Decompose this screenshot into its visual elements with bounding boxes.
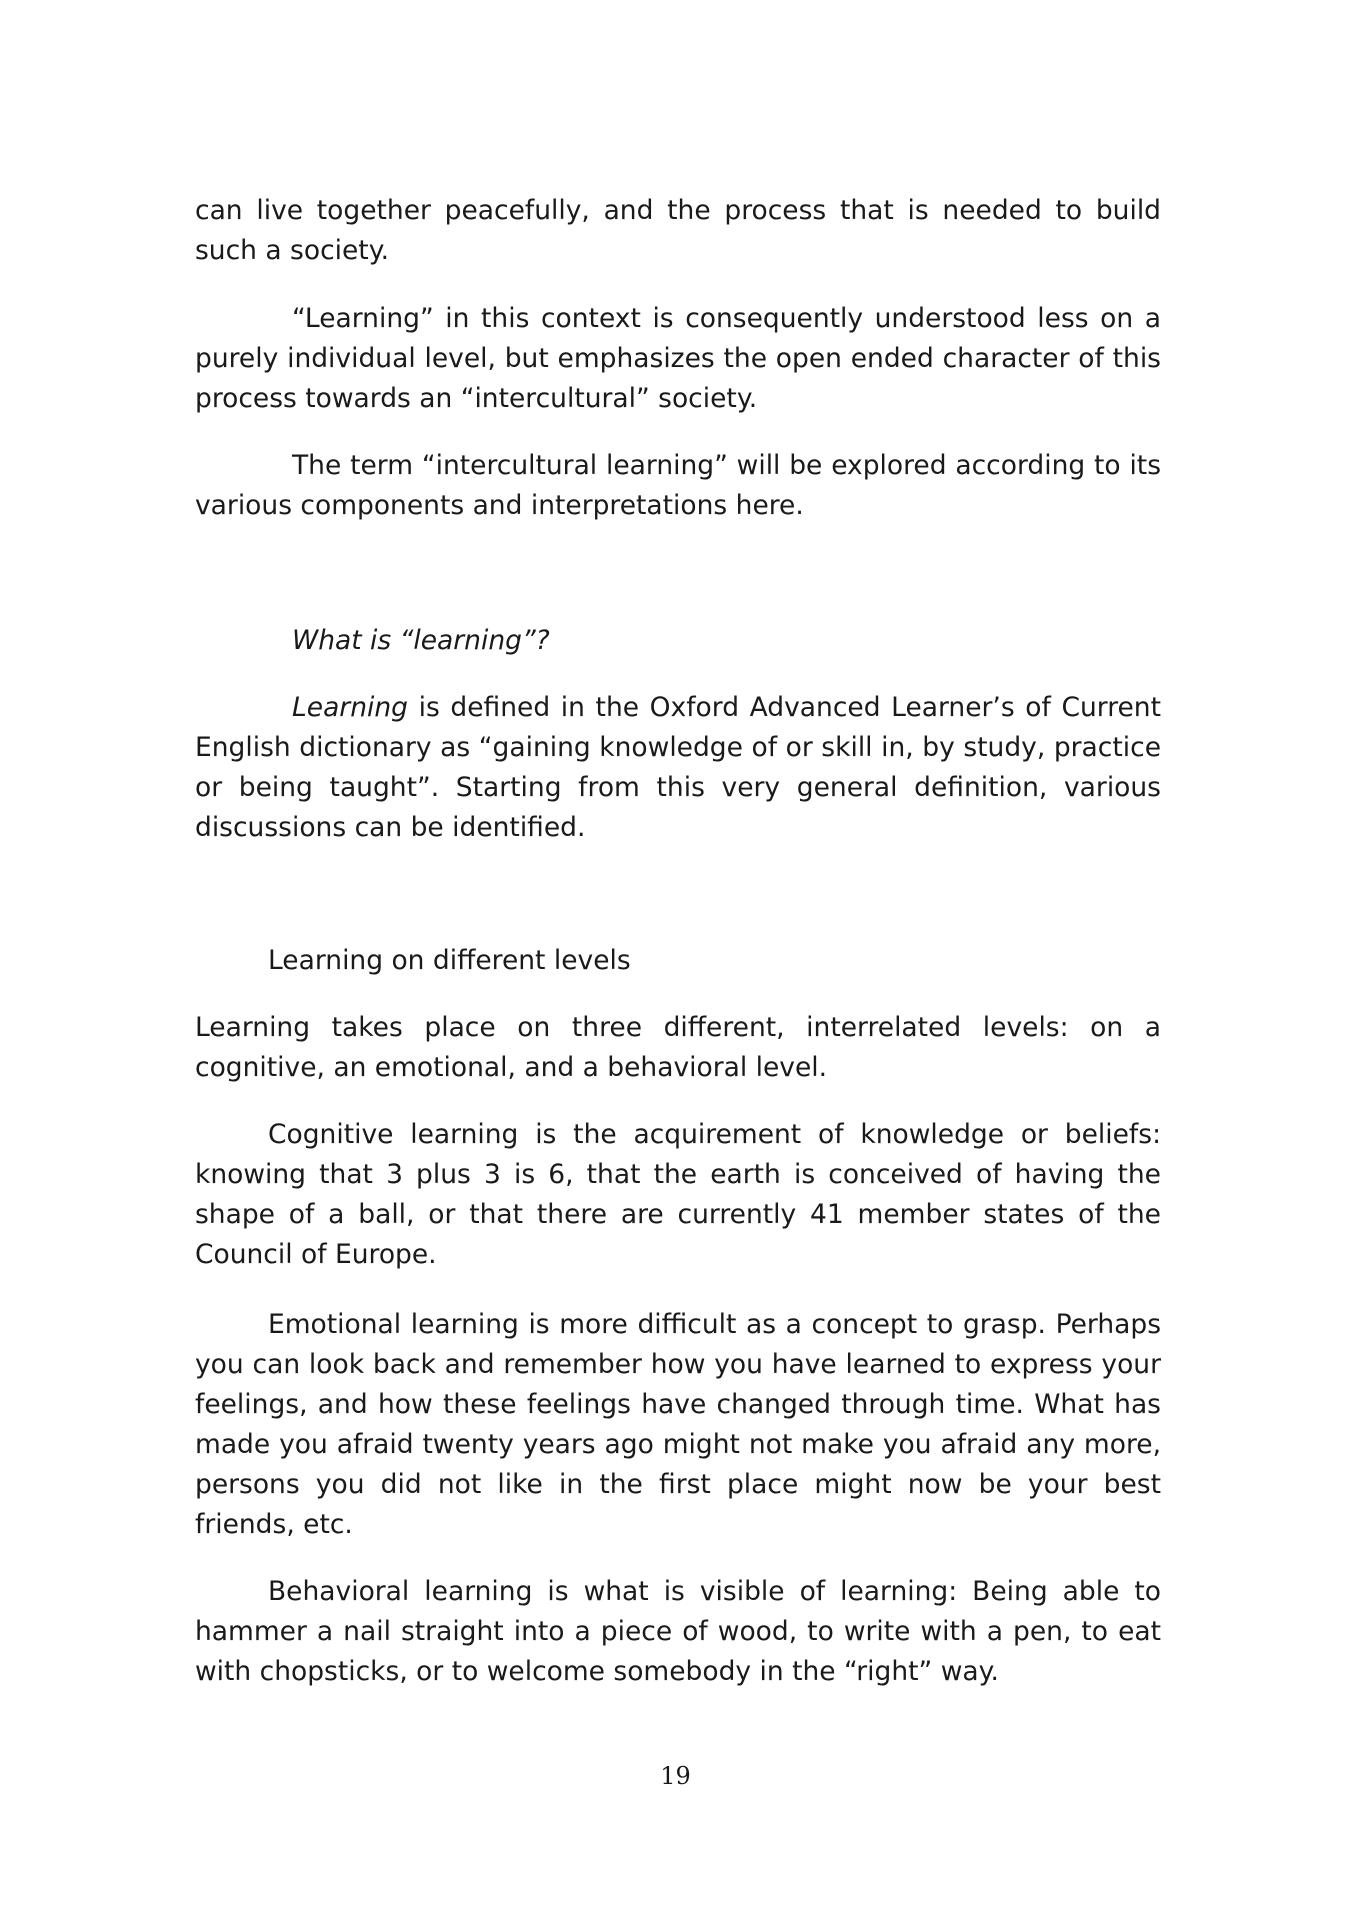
page-number: 19 xyxy=(660,1762,691,1790)
paragraph-term-intercultural: The term “intercultural learning” will be explored according to its various components and interpretations here. xyxy=(195,450,1161,521)
paragraph-three-levels: Learning takes place on three different, interrelated levels: on a cognitive, an emotional, and a behavioral level. xyxy=(195,1012,1161,1083)
paragraph-society: can live together peacefully, and the process that is needed to build such a society. xyxy=(195,195,1161,266)
heading-what-is-learning: What is “learning”? xyxy=(292,625,550,656)
term-learning: Learning xyxy=(292,692,408,723)
heading-learning-levels: Learning on different levels xyxy=(268,945,631,976)
paragraph-behavioral-learning: Behavioral learning is what is visible of learning: Being able to hammer a nail straight into a piece of wood, to write with a pen, to eat with chopsticks, or to welcome somebody in the “right” way. xyxy=(195,1576,1161,1687)
paragraph-cognitive-learning: Cognitive learning is the acquirement of knowledge or beliefs: knowing that 3 plus 3 is 6, that the earth is conceived of having the shape of a ball, or that there are currently 41 member states of the Council of Europe. xyxy=(195,1119,1161,1270)
paragraph-learning-context: “Learning” in this context is consequently understood less on a purely individual level, but emphasizes the open ended character of this process towards an “intercultural” society. xyxy=(195,303,1161,414)
definition-text: is defined in the Oxford Advanced Learner’s of Current English dictionary as “gaining knowledge of or skill in, by study, practice or being taught”. Starting from this very general definition, various discussions can be identified. xyxy=(195,692,1161,843)
paragraph-emotional-learning: Emotional learning is more difficult as a concept to grasp. Perhaps you can look back and remember how you have learned to express your feelings, and how these feelings have changed through time. What has made you afraid twenty years ago might not make you afraid any more, persons you did not like in the first place might now be your best friends, etc. xyxy=(195,1309,1161,1540)
paragraph-learning-definition xyxy=(195,688,1161,848)
